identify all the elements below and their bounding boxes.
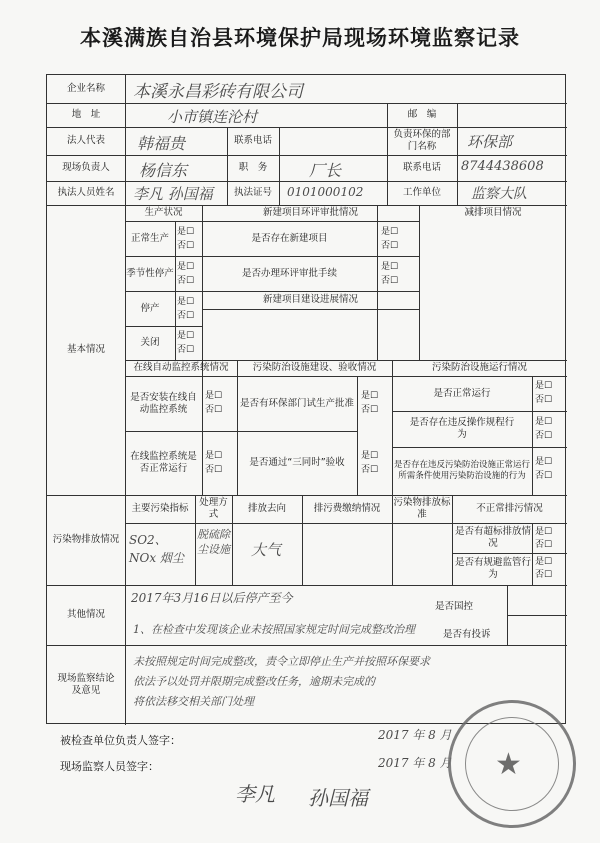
value-treatment: 脱硫除尘设施 [197, 528, 230, 556]
checkbox-violation-no[interactable]: 否☐ [535, 431, 553, 441]
checkbox-evasion-yes[interactable]: 是☐ [535, 557, 553, 567]
label-emission-standard: 污染物排放标准 [393, 497, 451, 520]
label-violation: 是否存在违反操作规程行为 [409, 417, 515, 440]
label-facility-construction: 污染防治设施建设、验收情况 [252, 362, 377, 373]
label-evasion: 是否有规避监管行为 [454, 557, 531, 580]
value-conclusion-3: 将依法移交相关部门处理 [133, 695, 254, 708]
label-discharge-direction: 排放去向 [247, 503, 286, 514]
label-phone: 联系电话 [233, 135, 272, 146]
checkbox-conditions-yes[interactable]: 是☐ [535, 457, 553, 467]
value-env-dept: 环保部 [467, 133, 513, 151]
label-inspector-signature: 现场监察人员签字： [60, 760, 159, 773]
value-position: 厂长 [309, 161, 342, 180]
label-conclusion: 现场监察结论及意见 [57, 673, 115, 696]
label-inspectors: 执法人员姓名 [57, 187, 115, 198]
value-conclusion-2: 依法予以处罚并限期完成整改任务，逾期未完成的 [133, 675, 375, 688]
checkbox-stopped-no[interactable]: 否☐ [177, 311, 195, 321]
label-closed: 关闭 [140, 337, 160, 348]
checkbox-eia-no[interactable]: 否☐ [381, 276, 399, 286]
label-normal-operation: 是否正常运行 [433, 387, 491, 399]
value-contact-phone: 8744438608 [461, 159, 544, 174]
value-main-indicators: SO2、NOx 烟尘 [129, 533, 184, 565]
label-other-info: 其他情况 [66, 609, 105, 620]
label-conditions: 是否存在违反污染防治设施正常运行所需条件使用污染防治设施的行为 [394, 460, 531, 481]
label-site-manager: 现场负责人 [62, 162, 110, 173]
checkbox-new-project-yes[interactable]: 是☐ [381, 227, 399, 237]
label-emission-reduction: 减排项目情况 [464, 207, 522, 218]
checkbox-new-project-no[interactable]: 否☐ [381, 241, 399, 251]
value-other-info-1: 2017年3月16日以后停产至今 [131, 591, 293, 605]
value-work-unit: 监察大队 [471, 186, 527, 202]
checkbox-eia-yes[interactable]: 是☐ [381, 262, 399, 272]
label-basic-info: 基本情况 [66, 344, 105, 355]
checkbox-seasonal-no[interactable]: 否☐ [177, 276, 195, 286]
star-icon: ★ [495, 747, 522, 782]
value-site-manager: 杨信东 [139, 161, 188, 180]
label-address: 地 址 [71, 109, 101, 120]
label-env-dept: 负责环保的部门名称 [393, 129, 451, 152]
signature-inspector-1: 李凡 [235, 782, 275, 806]
value-company-name: 本溪永昌彩砖有限公司 [133, 82, 303, 102]
value-cert-no: 0101000102 [287, 185, 364, 199]
checkbox-over-no[interactable]: 否☐ [535, 540, 553, 550]
checkbox-three-yes[interactable]: 是☐ [361, 451, 379, 461]
label-position: 职 务 [238, 162, 268, 173]
label-three-simultaneous: 是否通过“三同时”验收 [249, 457, 345, 468]
label-abnormal-discharge: 不正常排污情况 [476, 503, 543, 514]
value-date-2: 2017 年 8 月 [378, 756, 452, 770]
label-legal-rep: 法人代表 [66, 135, 105, 146]
checkbox-evasion-no[interactable]: 否☐ [535, 570, 553, 580]
label-eia-procedure: 是否办理环评审批手续 [241, 267, 337, 279]
checkbox-online-normal-no[interactable]: 否☐ [205, 465, 223, 475]
label-company-name: 企业名称 [66, 83, 105, 94]
label-pollutant-emission: 污染物排放情况 [52, 534, 120, 545]
value-other-info-2: 1、在检查中发现该企业未按照国家规定时间完成整改治理 [133, 623, 415, 636]
checkbox-conditions-no[interactable]: 否☐ [535, 471, 553, 481]
label-cert-no: 执法证号 [233, 187, 272, 198]
label-new-project-progress: 新建项目建设进展情况 [262, 294, 358, 305]
label-facility-operation: 污染防治设施运行情况 [431, 362, 527, 373]
label-online-installed: 是否安装在线自动监控系统 [130, 391, 197, 415]
label-main-indicators: 主要污染指标 [131, 503, 189, 514]
checkbox-closed-yes[interactable]: 是☐ [177, 331, 195, 341]
label-inspected-signature: 被检查单位负责人签字： [60, 734, 181, 747]
checkbox-trial-yes[interactable]: 是☐ [361, 391, 379, 401]
label-is-new-project: 是否存在新建项目 [251, 232, 328, 244]
value-date-1: 2017 年 8 月 [378, 728, 452, 742]
checkbox-normal-yes[interactable]: 是☐ [177, 227, 195, 237]
label-postcode: 邮 编 [407, 109, 437, 120]
value-address: 小市镇连沦村 [167, 108, 258, 126]
label-over-standard: 是否有超标排放情况 [454, 526, 531, 549]
checkbox-normal-op-no[interactable]: 否☐ [535, 395, 553, 405]
checkbox-seasonal-yes[interactable]: 是☐ [177, 262, 195, 272]
label-production-status: 生产状况 [144, 207, 183, 218]
label-online-normal: 在线监控系统是否正常运行 [130, 451, 197, 474]
value-discharge-direction: 大气 [251, 541, 282, 559]
label-trial-approval: 是否有环保部门试生产批准 [239, 397, 354, 409]
checkbox-online-installed-no[interactable]: 否☐ [205, 405, 223, 415]
checkbox-normal-op-yes[interactable]: 是☐ [535, 381, 553, 391]
document-title: 本溪满族自治县环境保护局现场环境监察记录 [80, 25, 520, 50]
label-state-controlled: 是否国控 [435, 601, 474, 612]
checkbox-online-normal-yes[interactable]: 是☐ [205, 451, 223, 461]
label-new-project-eia: 新建项目环评审批情况 [262, 207, 358, 218]
checkbox-normal-no[interactable]: 否☐ [177, 241, 195, 251]
label-seasonal-stop: 季节性停产 [126, 267, 174, 279]
official-seal [448, 700, 576, 828]
checkbox-trial-no[interactable]: 否☐ [361, 405, 379, 415]
label-online-monitoring: 在线自动监控系统情况 [133, 362, 229, 373]
checkbox-stopped-yes[interactable]: 是☐ [177, 297, 195, 307]
label-stopped: 停产 [140, 302, 160, 314]
label-work-unit: 工作单位 [402, 187, 441, 198]
label-treatment: 处理方式 [199, 497, 228, 520]
signature-inspector-2: 孙国福 [308, 786, 368, 810]
checkbox-three-no[interactable]: 否☐ [361, 465, 379, 475]
value-conclusion-1: 未按照规定时间完成整改，责令立即停止生产并按照环保要求 [133, 655, 430, 668]
label-fee-payment: 排污费缴纳情况 [313, 503, 381, 514]
label-complaints: 是否有投诉 [443, 629, 491, 640]
checkbox-online-installed-yes[interactable]: 是☐ [205, 391, 223, 401]
value-legal-rep: 韩福贵 [137, 134, 186, 153]
label-normal-production: 正常生产 [130, 232, 169, 244]
checkbox-violation-yes[interactable]: 是☐ [535, 417, 553, 427]
value-inspectors: 李凡 孙国福 [133, 185, 213, 203]
checkbox-over-yes[interactable]: 是☐ [535, 527, 553, 537]
checkbox-closed-no[interactable]: 否☐ [177, 345, 195, 355]
label-contact-phone: 联系电话 [402, 162, 441, 173]
inspection-form [46, 74, 566, 724]
